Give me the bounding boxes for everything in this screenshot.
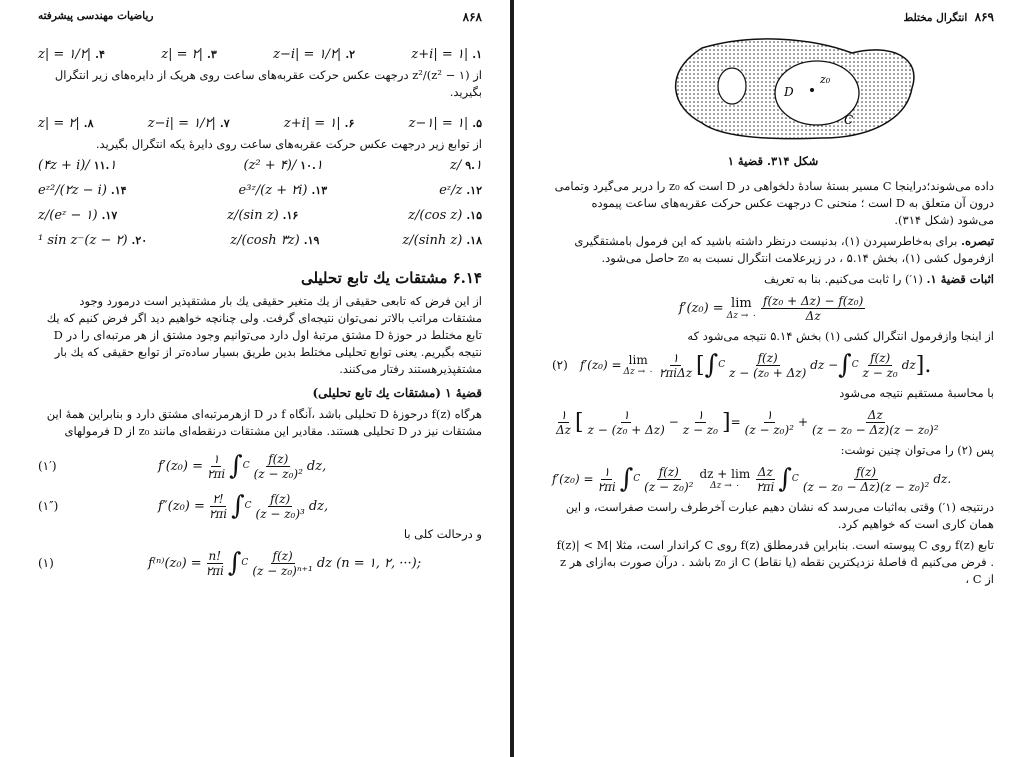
instruction-2: از توابع زیر درجهت عکس حرکت عقربه‌های ساعت روی دایرهٔ یکه انتگرال بگیرید. xyxy=(95,137,482,151)
exercise-item xyxy=(148,116,230,131)
figure-caption: شکل ۳۱۴. قضیهٔ ۱ xyxy=(727,154,819,168)
figure-314 xyxy=(552,28,994,148)
eq-r4-contour-1: C xyxy=(633,474,641,484)
eq-r2-limit: lim Δz → ۰ xyxy=(623,353,653,377)
exercise-expression: |z−i| = ۱/۲ xyxy=(147,116,216,131)
exercise-number: ۸. xyxy=(83,117,94,130)
exercise-item xyxy=(38,47,105,62)
exercise-expression: |z−i| = ۱/۲ xyxy=(273,47,342,62)
exercise-item xyxy=(402,233,482,248)
general-case-text: و درحالت کلی با xyxy=(403,527,482,541)
equation-4 xyxy=(552,459,994,499)
exercise-item xyxy=(411,47,482,62)
right-bracket: ]. xyxy=(915,352,932,378)
eq-r2-term-1: $\frac{f(z)}{\text{z − (z₀ + Δz)}}$ xyxy=(729,350,807,380)
integral-sign: ∫ xyxy=(619,464,634,494)
exercise-grid-row xyxy=(38,203,482,228)
text-4: پس (۲) را می‌توان چنین نوشت: xyxy=(840,443,994,457)
exercise-expression: |z+i| = ۱ xyxy=(283,116,341,131)
minus-sign: − xyxy=(668,415,679,429)
eq-r2-contour-1: C xyxy=(718,360,726,370)
instruction-1: از (۱ − z²)/z² درجهت عکس حرکت عقربه‌های ساعت روی هریک از دایره‌های زیر انتگرال بگیرید. xyxy=(54,68,482,99)
exercise-item xyxy=(439,183,482,198)
proof-text: (۱′) را ثابت می‌کنیم. بنا به تعریف xyxy=(763,272,923,286)
exercise-item xyxy=(38,208,117,223)
exercise-expression: |z| = ۲ xyxy=(38,116,80,131)
exercise-item xyxy=(38,116,94,131)
paragraph-5: درنتیجه (۱′) وقتی به‌اثبات می‌رسد که نشان دهیم عبارت آخرطرف راست صفراست، و این همان کاری است که خواهیم کرد. xyxy=(565,500,994,531)
exercise-expression: |z−۱| = ۱ xyxy=(408,116,469,131)
label-z0: z₀ xyxy=(820,73,831,86)
exercise-number: ۱۱. xyxy=(93,159,110,172)
bracket-close: ] xyxy=(721,409,731,435)
eq-r4-term-1: $\frac{f(z)}{\text{(z − z₀)²}}$ xyxy=(644,464,694,494)
eq-r3-b: $\frac{۱}{\text{z − (z₀ + Δz)}}$ xyxy=(587,407,665,437)
exercise-number: ۳. xyxy=(207,48,217,61)
remark xyxy=(552,233,994,267)
left-page xyxy=(0,0,510,757)
exercise-item xyxy=(450,158,482,173)
exercise-item xyxy=(409,116,482,131)
eq2-integrand: $\frac{f(z)}{\text{(z − z₀)³}}$ xyxy=(255,491,305,521)
exercise-number: ۶. xyxy=(344,117,355,130)
right-page-number: ۸۶۹ xyxy=(974,10,994,24)
left-running-title: ریاضیات مهندسی پیشرفته xyxy=(38,10,154,22)
exercise-item xyxy=(273,47,355,62)
equation-1 xyxy=(38,543,482,583)
exercise-number: ۱۷. xyxy=(101,209,118,222)
bracket-open: [ xyxy=(575,409,584,435)
eq-r4-end: dz. xyxy=(933,472,952,486)
eq-r2-lhs: f′(z₀) = xyxy=(580,358,622,372)
deriv-limit: lim Δz → ۰ xyxy=(726,295,757,321)
exercise-expression: |z+i| = ۱ xyxy=(411,47,469,62)
right-running-title: انتگرال مختلط xyxy=(903,12,968,24)
right-header-group xyxy=(904,10,994,28)
exercise-item xyxy=(227,208,298,223)
exercise-item xyxy=(239,183,328,198)
eq2-end: dz, xyxy=(308,498,329,514)
eq-r2-d2: dz xyxy=(901,358,916,372)
exercise-expression: (eᶻ − ۱)/z xyxy=(38,208,98,223)
exercise-number: ۲. xyxy=(345,48,356,61)
left-bracket: [ xyxy=(696,352,705,378)
text-2: از اینجا وازفرمول انتگرال کشی (۱) بخش ۵.۱۴ نتیجه می‌شود که xyxy=(687,329,994,343)
eq-r2-coefficient: $\frac{۱}{\text{۲πiΔz}}$ xyxy=(658,350,693,380)
exercise-grid-row xyxy=(38,228,482,253)
eq2-contour: C xyxy=(244,501,252,511)
eq3-lhs: f⁽ⁿ⁾(z₀) = xyxy=(148,555,202,571)
eq1-tag: (۱′) xyxy=(38,459,57,473)
label-c: C xyxy=(844,113,854,127)
exercise-expression: ۱/(z² + ۴) xyxy=(243,158,323,173)
section-paragraph: از این فرض که تابعی حقیقی از یك متغیر حقیقی یك بار مشتقپذیر است درمورد وجود مشتقات مراتب بالاتر نمی‌توان نتیجه‌ای گرفت. ولی چنانچه خواهیم دید اگر فرض کنیم که یك تابع مختلط در حوزهٔ D مشتق مرتبهٔ اول دارد می‌توانیم وجود مشتق از هر مرتبه‌ای را در D نتیجه بگیریم. یعنی توابع تحلیلی مختلط بدین طریق بسیار ساده‌تر از توابع حقیقی که یك بار مشتقپذیرهستند رفتار می‌کنند. xyxy=(46,294,482,376)
exercise-number: ۱۲. xyxy=(466,184,482,197)
text-3: با محاسبهٔ مستقیم نتیجه می‌شود xyxy=(839,386,994,400)
exercise-expression: (sin z)/z xyxy=(227,208,279,223)
exercise-number: ۱۴. xyxy=(110,184,127,197)
right-header xyxy=(552,10,994,28)
eq2-tag: (۱″) xyxy=(38,499,59,513)
left-header xyxy=(38,10,482,28)
integral-sign: ∫ xyxy=(227,548,242,578)
exercise-expression: (z − ۲)⁻¹ sin z xyxy=(38,233,128,248)
eq-r2-tag: (۲) xyxy=(552,358,568,372)
exercise-row-b xyxy=(38,111,482,136)
exercise-expression: |z| = ۱/۲ xyxy=(38,47,92,62)
integral-sign: ∫ xyxy=(778,464,792,494)
eq-r2-contour-2: C xyxy=(851,360,859,370)
paragraph-6: تابع f(z) روی C پیوسته است. بنابراین قدرمطلق f(z) روی C کراندار است، مثلا |f(z)| < M . فرض می‌کنیم d فاصلهٔ نزدیکترین نقطه (یا نقاط) C از z₀ باشد . درآن صورت به‌ازای هر z از C ، xyxy=(556,538,994,586)
exercise-expression: (cosh ۳z)/z xyxy=(230,233,300,248)
paragraph-1: داده می‌شوند؛دراینجا C مسیر بستهٔ سادهٔ دلخواهی در D است که z₀ را دربر می‌گیرد وتمامی درون آن متعلق به D است ؛ منحنی C درجهت عکس حرکت عقربه‌های ساعت پیموده می‌شود (شکل ۳۱۴). xyxy=(554,179,994,227)
equals-sign: = xyxy=(730,415,741,429)
exercise-grid xyxy=(38,153,482,253)
exercise-item xyxy=(38,183,127,198)
eq3-integrand: $\frac{f(z)}{\text{(z − z₀)ⁿ⁺¹}}$ xyxy=(252,548,313,578)
exercise-number: ۹. xyxy=(465,159,476,172)
derivative-definition xyxy=(552,288,994,328)
right-page xyxy=(514,0,1024,757)
exercise-number: ۱۳. xyxy=(311,184,328,197)
integral-sign: ∫ xyxy=(838,350,852,380)
remark-text: برای به‌خاطرسپردن (۱)، بدنیست درنظر داشته باشید که این فرمول بامشتقگیری ازفرمول کشی (۱)، بخش ۵.۱۴ ، در زیرعلامت انتگرال نسبت به z₀ حاصل می‌شود. xyxy=(574,234,994,265)
exercise-number: ۱. xyxy=(472,48,482,61)
exercise-item xyxy=(38,233,147,248)
exercise-number: ۱۸. xyxy=(466,234,482,247)
integral-sign: ∫ xyxy=(704,350,719,380)
exercise-number: ۱۶. xyxy=(282,209,299,222)
integral-sign: ∫ xyxy=(231,491,245,521)
eq1-end: dz, xyxy=(306,458,327,474)
exercise-expression: (cos z)/z xyxy=(408,208,463,223)
plus-sign: + xyxy=(797,415,809,429)
proof-label: اثبات قضیهٔ ۱. xyxy=(926,272,994,286)
eq2-coefficient: $\frac{۲!}{۲\pi i}$ xyxy=(208,491,228,521)
eq-r3-e: $\frac{\Delta z}{\text{(z − z₀ − Δz)(z − z₀)²}}$ xyxy=(812,407,939,437)
exercise-number: ۵. xyxy=(472,117,482,130)
left-page-number: ۸۶۸ xyxy=(462,10,482,24)
exercise-expression: eᶻ/z xyxy=(439,183,463,198)
eq1-contour: C xyxy=(242,461,250,471)
eq-r3-d: $\frac{۱}{\text{(z − z₀)²}}$ xyxy=(744,407,794,437)
eq3-end: dz (n = ۱, ۲, ···); xyxy=(316,555,422,571)
hole-ellipse xyxy=(718,68,746,104)
eq1-integrand: $\frac{f(z)}{\text{(z − z₀)²}}$ xyxy=(253,451,303,481)
eq-r4-lhs: f′(z₀) = xyxy=(552,472,594,486)
exercise-item xyxy=(230,233,319,248)
eq3-coefficient: $\frac{n!}{۲\pi i}$ xyxy=(205,548,224,578)
exercise-number: ۱۰. xyxy=(300,159,316,172)
exercise-item xyxy=(408,208,482,223)
label-d: D xyxy=(784,85,794,99)
exercise-grid-row xyxy=(38,153,482,178)
equation-3 xyxy=(552,402,994,442)
exercise-item xyxy=(38,158,116,173)
exercise-expression: ۱/(۴z + i) xyxy=(38,158,117,173)
exercise-item xyxy=(161,47,217,62)
deriv-lhs: f′(z₀) = xyxy=(678,300,724,316)
section-title: ۶.۱۴ مشتقات یك تابع تحلیلی xyxy=(300,269,482,287)
eq1-lhs: f′(z₀) = xyxy=(158,458,203,474)
equation-1-prime xyxy=(38,446,482,486)
exercise-item xyxy=(284,116,355,131)
exercise-expression: ۱/z xyxy=(450,158,482,173)
eq-r4-term-2: $\frac{f(z)}{\text{(z − z₀ − Δz)(z − z₀)²}}$ xyxy=(802,464,930,494)
eq-r4-coefficient-2: $\frac{\Delta z}{۲\pi i}$ xyxy=(756,464,775,494)
eq-r3-a: $\frac{۱}{\Delta z}$ xyxy=(556,407,571,437)
remark-label: تبصره. xyxy=(960,234,994,248)
eq-r4-coefficient: $\frac{۱}{۲\pi i}$ xyxy=(597,464,616,494)
eq-r2-term-2: $\frac{f(z)}{\text{z − z₀}}$ xyxy=(862,350,898,380)
exercise-grid-row xyxy=(38,178,482,203)
point-z0 xyxy=(810,88,814,92)
deriv-fraction: $\frac{\text{f(z₀ + Δz) − f(z₀)}}{\Delta z}$ xyxy=(763,293,864,323)
exercise-number: ۲۰. xyxy=(131,234,148,247)
exercise-expression: eᶻ²/(۲z − i) xyxy=(38,183,107,198)
region-diagram xyxy=(552,28,992,148)
equation-2 xyxy=(552,345,994,385)
eq3-contour: C xyxy=(241,558,249,568)
theorem-title: قضیهٔ ۱ (مشتقات یك تابع تحلیلی) xyxy=(312,386,482,400)
exercise-row-a xyxy=(38,42,482,67)
exercise-expression: |z| = ۲ xyxy=(161,47,204,62)
integral-sign: ∫ xyxy=(229,451,243,481)
exercise-number: ۷. xyxy=(219,117,230,130)
exercise-number: ۴. xyxy=(95,48,105,61)
exercise-expression: (sinh z)/z xyxy=(402,233,463,248)
eq-r4-limit: dz + lim Δz → ۰ xyxy=(699,467,751,491)
exercise-item xyxy=(243,158,322,173)
exercise-number: ۱۹. xyxy=(303,234,320,247)
exercise-expression: e³ᶻ/(z + ۲i) xyxy=(238,183,308,198)
eq-r3-c: $\frac{۱}{\text{z − z₀}}$ xyxy=(682,407,718,437)
exercise-number: ۱۵. xyxy=(466,209,482,222)
eq-r2-d1: dz − xyxy=(810,358,839,372)
eq-r4-contour-2: C xyxy=(791,474,799,484)
theorem-paragraph: هرگاه f(z) درحوزهٔ D تحلیلی باشد ،آنگاه f در D ازهرمرتبه‌ای مشتق دارد و بنابراین همهٔ این مشتقات نیز در D تحلیلی هستند. مقادیر این مشتقات درنقطه‌ای مانند z₀ از D فرمولهای xyxy=(46,407,482,438)
eq3-tag: (۱) xyxy=(38,556,54,570)
eq2-lhs: f″(z₀) = xyxy=(158,498,205,514)
eq1-coefficient: $\frac{۱}{۲\pi i}$ xyxy=(207,451,226,481)
proof xyxy=(552,271,994,288)
equation-1-double-prime xyxy=(38,486,482,526)
